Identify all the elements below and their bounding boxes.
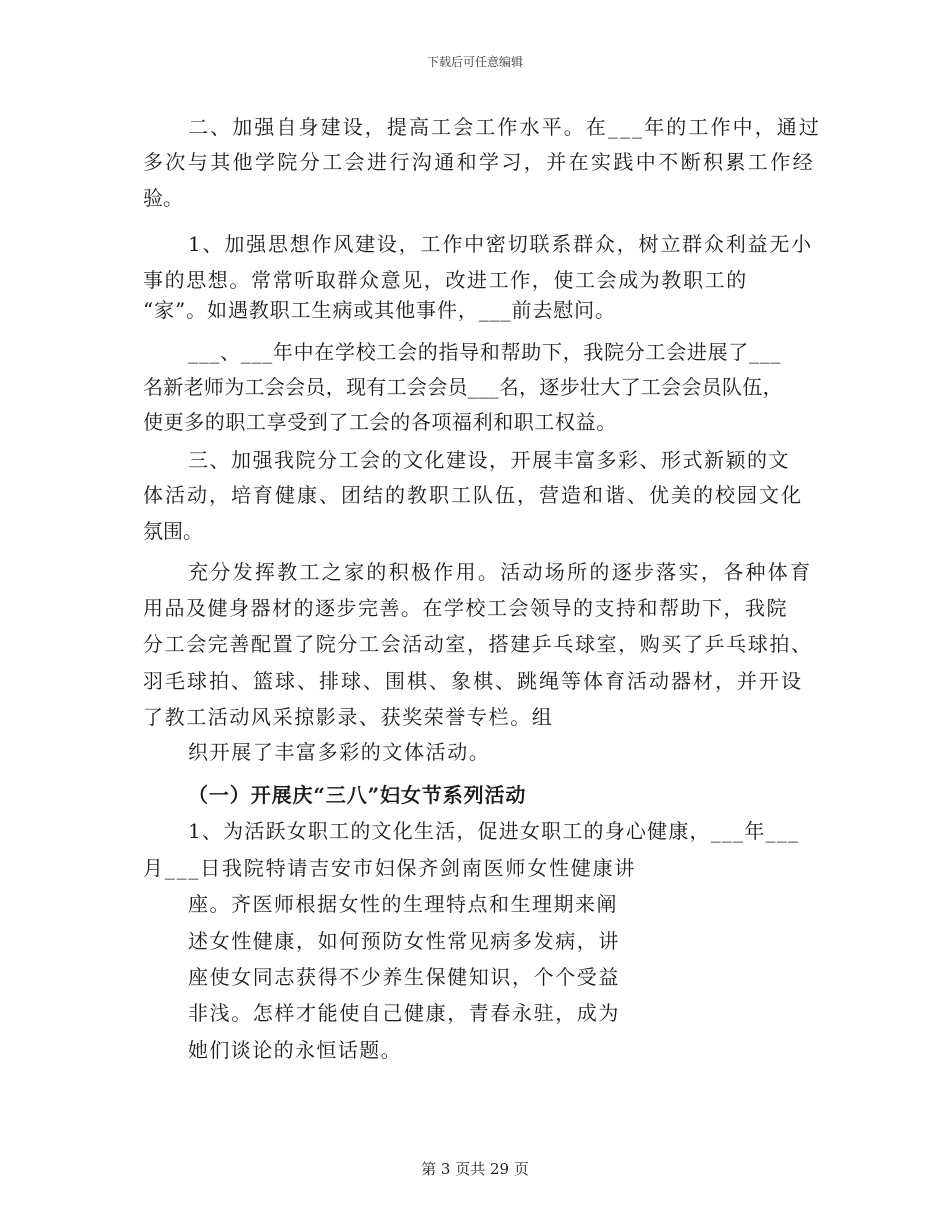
paragraph-line: 座使女同志获得不少养生保健知识，个个受益 (188, 965, 620, 989)
paragraph-line: 氛围。 (143, 519, 203, 543)
paragraph-line: 用品及健身器材的逐步完善。在学校工会领导的支持和帮助下，我院 (143, 596, 788, 620)
paragraph-line: 非浅。怎样才能使自己健康，青春永驻，成为 (188, 1001, 620, 1025)
paragraph-line: 名新老师为工会会员，现有工会会员___名，逐步壮大了工会会员队伍， (143, 375, 783, 399)
paragraph-line: 事的思想。常常听取群众意见，改进工作，使工会成为教职工的 (143, 268, 748, 292)
paragraph-line: 使更多的职工享受到了工会的各项福利和职工权益。 (143, 410, 617, 434)
paragraph-line: 二、加强自身建设，提高工会工作水平。在___年的工作中，通过 (188, 115, 821, 139)
paragraph-line: 体活动，培育健康、团结的教职工队伍，营造和谐、优美的校园文化 (143, 483, 803, 507)
paragraph-line: 羽毛球拍、篮球、排球、围棋、象棋、跳绳等体育活动器材，并开设 (143, 669, 803, 693)
paragraph-line: ___、___年中在学校工会的指导和帮助下，我院分工会进展了___ (188, 340, 782, 364)
paragraph-line: “家”。如遇教职工生病或其他事件，___前去慰问。 (143, 298, 616, 322)
page-number: 第 3 页共 29 页 (421, 1160, 529, 1178)
paragraph-line: 分工会完善配置了院分工会活动室，搭建乒乓球室，购买了乒乓球拍、 (143, 632, 813, 656)
paragraph-line: 了教工活动风采掠影录、获奖荣誉专栏。组 (143, 705, 554, 729)
paragraph-line: 织开展了丰富多彩的文体活动。 (188, 740, 491, 764)
paragraph-line: 验。 (143, 186, 183, 210)
paragraph-line: 述女性健康，如何预防女性常见病多发病，讲 (188, 929, 620, 953)
paragraph-line: 多次与其他学院分工会进行沟通和学习，并在实践中不断积累工作经 (143, 150, 815, 174)
paragraph-line: 座。齐医师根据女性的生理特点和生理期来阐 (188, 892, 618, 916)
section-heading: （一）开展庆“三八”妇女节系列活动 (188, 783, 527, 807)
paragraph-line: 1、加强思想作风建设，工作中密切联系群众，树立群众利益无小 (188, 232, 813, 256)
page-header: 下载后可任意编辑 (426, 55, 523, 69)
paragraph-line: 三、加强我院分工会的文化建设，开展丰富多彩、形式新颖的文 (188, 448, 790, 472)
paragraph-line: 1、为活跃女职工的文化生活，促进女职工的身心健康，___年___ (188, 819, 800, 843)
paragraph-line: 充分发挥教工之家的积极作用。活动场所的逐步落实，各种体育 (188, 560, 813, 584)
paragraph-line: 月___日我院特请吉安市妇保齐剑南医师女性健康讲 (143, 856, 637, 880)
paragraph-line: 她们谈论的永恒话题。 (188, 1038, 402, 1062)
